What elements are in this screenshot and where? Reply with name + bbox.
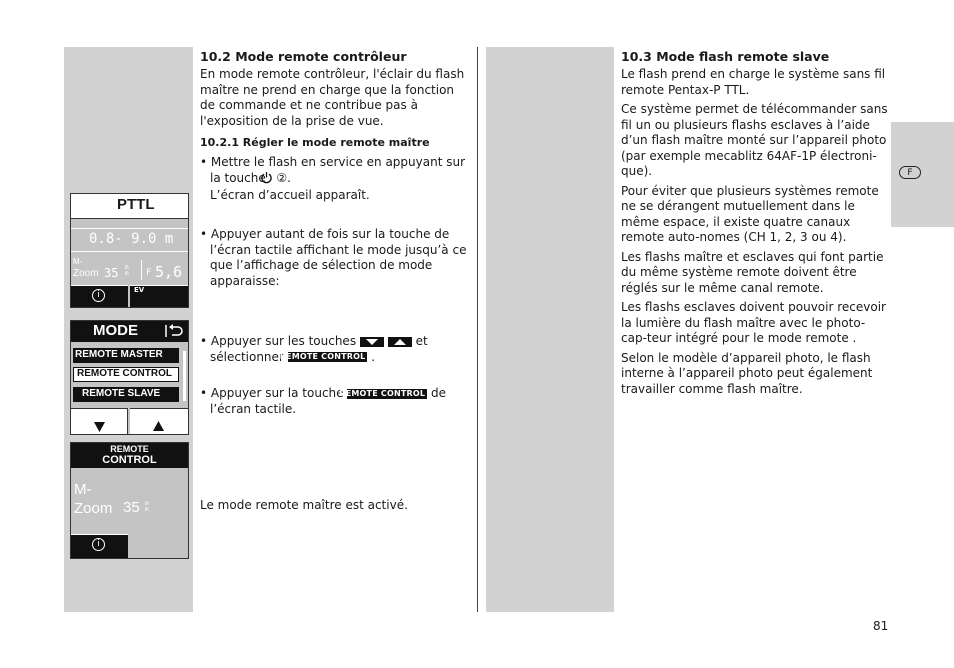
up-arrow-icon-screen	[153, 416, 164, 435]
remote-control-button-label-2: REMOTE CONTROL	[339, 388, 426, 398]
info-icon	[92, 289, 105, 302]
range-value: 0.8- 9.0 m	[89, 231, 174, 247]
step-1: • Mettre le flash en service en appuyant sur la touche ②. L’écran d’accueil apparaît.	[200, 155, 466, 202]
range-display	[71, 228, 188, 252]
screen-title: PTTL	[117, 196, 155, 213]
mode-title: MODE	[93, 322, 138, 339]
remote-title-line2: CONTROL	[102, 454, 157, 466]
step-3: • Appuyer sur les touches et sélectionner REMOTE CONTROL .	[200, 334, 428, 364]
aperture-value: 5,6	[155, 263, 183, 281]
mode-list-item-slave-label: REMOTE SLAVE	[82, 388, 161, 399]
screen-mode	[70, 320, 189, 435]
power-icon	[270, 171, 273, 189]
step-2-text: Appuyer autant de fois sur la touche de l’écran tactile affichant le mode jusqu’à ce que l’affichage de sélection de mode apparaisse:	[210, 227, 467, 288]
mz-label-2: M-	[74, 481, 92, 498]
right-paragraph-4: Les flashs maître et esclaves qui font partie du même système remote doivent être réglés sur le même canal remote.	[621, 249, 884, 295]
info-icon-glyph: i	[97, 290, 100, 300]
mode-list-item-master[interactable]	[73, 348, 179, 363]
mode-list-item-control-label: REMOTE CONTROL	[77, 368, 172, 379]
info-icon-2-glyph: i	[97, 539, 100, 549]
mode-list-item-slave[interactable]	[73, 387, 179, 402]
right-paragraph-3: Pour éviter que plusieurs systèmes remote ne se dérangent mutuellement dans le même espace, il existe quatre canaux remote auto-nomes (CH 1, 2, 3 ou 4).	[621, 183, 879, 244]
down-button[interactable]	[71, 408, 128, 434]
mode-list-item-control[interactable]	[73, 367, 179, 382]
mode-scrollbar[interactable]	[183, 351, 186, 401]
ev-label: EV	[134, 286, 145, 294]
remote-title-bar	[71, 443, 188, 468]
middle-margin-column	[486, 47, 614, 612]
mode-list-item-master-label: REMOTE MASTER	[75, 349, 163, 360]
remote-title-line1: REMOTE	[110, 444, 149, 454]
info-icon-2	[92, 538, 105, 551]
zoom-value-2: 35	[123, 499, 140, 516]
up-button[interactable]	[130, 408, 188, 434]
result-text: Le mode remote maître est activé.	[200, 498, 408, 512]
right-paragraph-2: Ce système permet de télécommander sans fil un ou plusieurs flashs esclaves à l’aide d’un flash maître monté sur l’appareil photo (par exemple mecablitz 64AF-1P électroni-que).	[621, 102, 888, 178]
down-arrow-icon-screen	[94, 417, 105, 435]
info-button[interactable]	[71, 285, 128, 308]
step-3-end: .	[371, 349, 376, 364]
subsection-heading: 10.2.1 Régler le mode remote maître	[200, 136, 430, 149]
zoom-unit-2: m m	[145, 500, 149, 513]
right-paragraph-1: Le flash prend en charge le système sans fil remote Pentax-P TTL.	[621, 67, 886, 97]
zoom-value: 35	[104, 266, 119, 280]
step-1-number: ②.	[276, 170, 291, 185]
step-3-text-c: sélectionner	[210, 349, 284, 364]
zoom-unit: m m	[125, 264, 129, 277]
right-paragraph-5: Les flashs esclaves doivent pouvoir recevoir la lumière du flash maître avec le photo-cap-teur intégré pour le mode remote .	[621, 300, 886, 345]
step-4-text-b: de l’écran tactile.	[210, 386, 446, 416]
zoom-label-2: Zoom	[74, 500, 113, 517]
right-text-column	[621, 49, 889, 397]
column-divider	[477, 47, 478, 612]
screen-title-bar	[71, 194, 188, 219]
info-button-2[interactable]	[71, 534, 128, 559]
left-text-column	[200, 49, 468, 150]
section-heading-right: 10.3 Mode flash remote slave	[621, 49, 830, 64]
f-label: F	[146, 268, 152, 278]
mode-title-bar	[71, 321, 188, 342]
step-4: • Appuyer sur la touche REMOTE CONTROL de l’écran tactile.	[200, 386, 446, 416]
language-tab-label: F	[907, 168, 913, 178]
step-3-text-a: Appuyer sur les touches	[210, 334, 357, 348]
section-heading: 10.2 Mode remote contrôleur	[200, 49, 407, 64]
intro-paragraph: En mode remote contrôleur, l'éclair du flash maître ne prend en charge que la fonction de commande et ne contribue pas à l'exposition de la prise de vue.	[200, 67, 465, 128]
step-1-text: Mettre le flash en service en appuyant sur la touche	[210, 155, 466, 185]
zoom-label: Zoom	[73, 268, 99, 279]
mz-label: M-	[73, 257, 83, 266]
up-arrow-icon	[388, 337, 412, 347]
screen-remote-control	[70, 442, 189, 559]
back-icon[interactable]	[164, 323, 184, 343]
zoom-divider	[141, 260, 142, 280]
screen-pttl	[70, 193, 189, 308]
step-4-text-a: Appuyer sur la touche	[210, 386, 344, 400]
remote-control-button-label: REMOTE CONTROL	[279, 352, 366, 361]
step-3-text-b: et	[415, 334, 428, 348]
step-2: • Appuyer autant de fois sur la touche de l’écran tactile affichant le mode jusqu’à ce que l’affichage de sélection de mode apparaisse:	[200, 227, 467, 288]
step-1-result: L’écran d’accueil apparaît.	[210, 188, 370, 202]
ev-button[interactable]	[130, 285, 188, 308]
right-paragraph-6: Selon le modèle d’appareil photo, le flash interne à l’appareil photo peut également travailler comme flash maître.	[621, 350, 873, 396]
language-tab-badge	[899, 166, 921, 179]
down-arrow-icon	[360, 337, 384, 347]
page-number: 81	[873, 619, 889, 633]
